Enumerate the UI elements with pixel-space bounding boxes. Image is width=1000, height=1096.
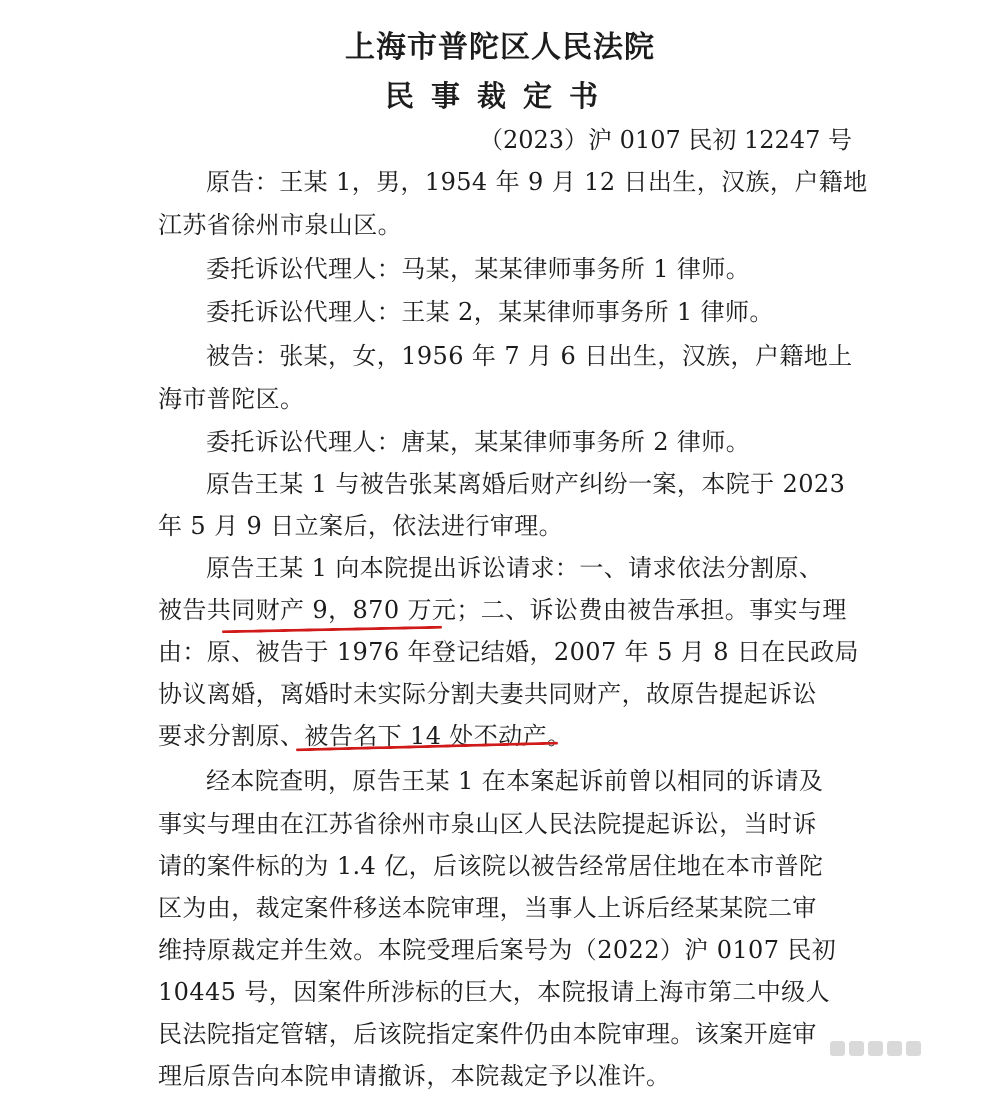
body-line: 经本院查明，原告王某 1 在本案起诉前曾以相同的诉请及 (206, 767, 824, 795)
body-line: 区为由，裁定案件移送本院审理，当事人上诉后经某某院二审 (158, 894, 817, 922)
body-line: 要求分割原、被告名下 14 处不动产。 (158, 722, 572, 750)
body-line: 维持原裁定并生效。本院受理后案号为（2022）沪 0107 民初 (158, 936, 837, 964)
body-line: 请的案件标的为 1.4 亿，后该院以被告经常居住地在本市普陀 (158, 852, 824, 880)
body-line: 原告王某 1 与被告张某离婚后财产纠纷一案，本院于 2023 (206, 470, 846, 498)
body-line: 委托诉讼代理人：马某，某某律师事务所 1 律师。 (206, 255, 751, 283)
body-line: 委托诉讼代理人：王某 2，某某律师事务所 1 律师。 (206, 298, 774, 326)
body-line: 原告王某 1 向本院提出诉讼请求：一、请求依法分割原、 (206, 554, 824, 582)
body-line: 江苏省徐州市泉山区。 (158, 211, 402, 239)
body-line: 协议离婚，离婚时未实际分割夫妻共同财产，故原告提起诉讼 (158, 680, 817, 708)
body-line: 事实与理由在江苏省徐州市泉山区人民法院提起诉讼，当时诉 (158, 810, 817, 838)
body-line: 被告：张某，女，1956 年 7 月 6 日出生，汉族，户籍地上 (206, 342, 853, 370)
watermark-icon (826, 1041, 946, 1063)
body-line: 理后原告向本院申请撤诉，本院裁定予以准许。 (158, 1062, 671, 1090)
body-line: 原告：王某 1，男，1954 年 9 月 12 日出生，汉族，户籍地 (206, 168, 868, 196)
court-name: 上海市普陀区人民法院 (345, 30, 655, 65)
body-line: 民法院指定管辖，后该院指定案件仍由本院审理。该案开庭审 (158, 1020, 817, 1048)
body-line: 委托诉讼代理人：唐某，某某律师事务所 2 律师。 (206, 428, 751, 456)
case-number: （2023）沪 0107 民初 12247 号 (478, 126, 852, 154)
body-line: 由：原、被告于 1976 年登记结婚，2007 年 5 月 8 日在民政局 (158, 638, 859, 666)
document-title: 民事裁定书 (384, 79, 615, 113)
body-line: 海市普陀区。 (158, 385, 305, 413)
body-line: 10445 号，因案件所涉标的巨大，本院报请上海市第二中级人 (158, 978, 830, 1006)
body-line: 年 5 月 9 日立案后，依法进行审理。 (158, 512, 564, 540)
body-line: 被告共同财产 9，870 万元；二、诉讼费由被告承担。事实与理 (158, 596, 847, 624)
